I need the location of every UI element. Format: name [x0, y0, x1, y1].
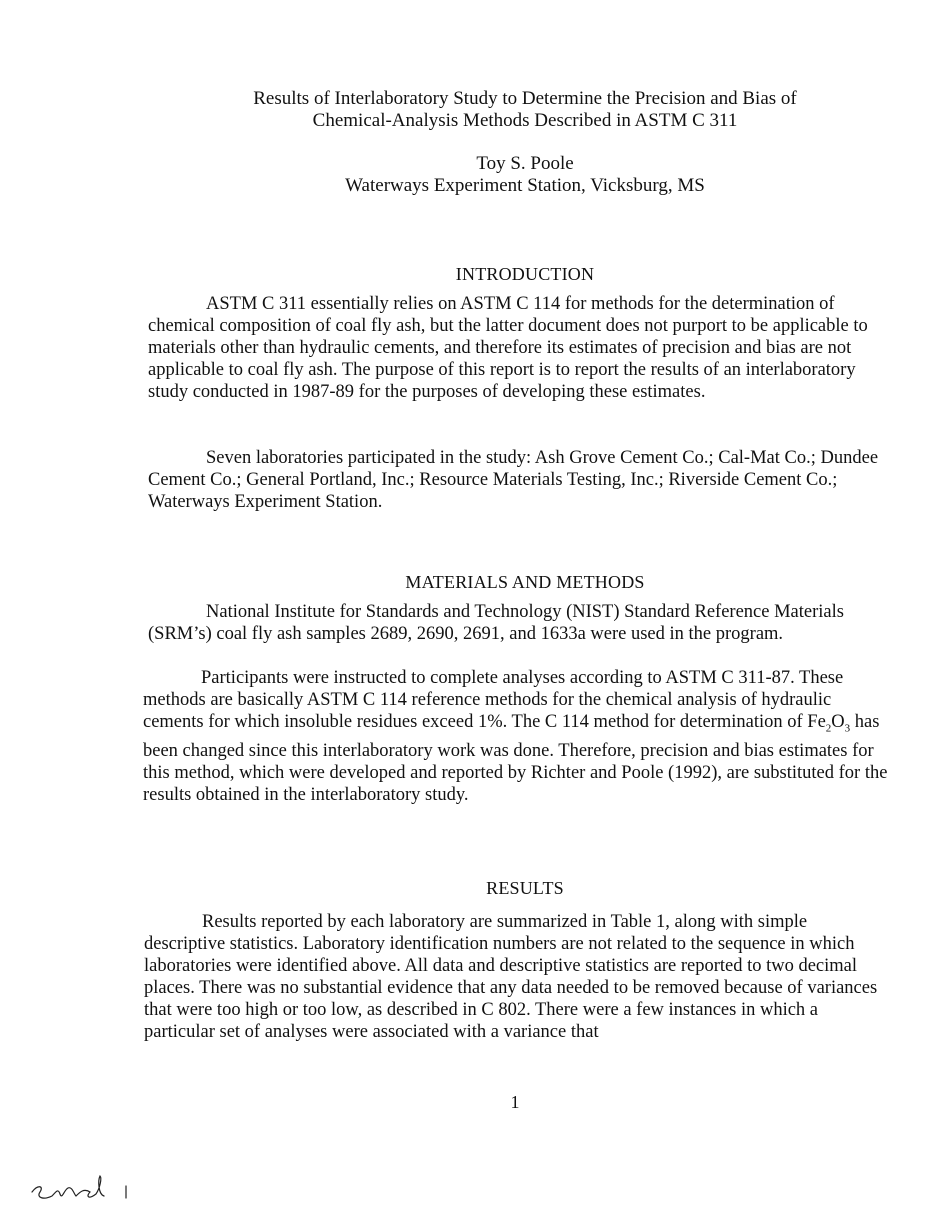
results-paragraph-1-text: Results reported by each laboratory are summarized in Table 1, along with simple descriptive statistics. Laboratory identification numbers are not related to the sequence in which laboratories were identified above. All data and descriptive statistics are reported to two decimal places. There was no substantial evidence that any data needed to be removed because of variances that were too high or too low, as described in C 802. There were a few instances in which a particular set of analyses were associated with a variance that	[144, 912, 878, 1042]
title-line-2: Chemical-Analysis Methods Described in ASTM C 311	[312, 110, 738, 131]
introduction-heading: INTRODUCTION	[455, 264, 595, 284]
results-paragraph-1	[144, 911, 889, 1043]
materials-paragraph-2-text-b: O	[831, 712, 845, 732]
results-heading: RESULTS	[486, 878, 564, 898]
subscript-2: 2	[825, 722, 832, 735]
introduction-paragraph-2	[148, 447, 893, 513]
materials-paragraph-2-text-c: has been changed since this interlaboratory work was done. Therefore, precision and bias estimates for this method, which were developed and reported by Richter and Poole (1992), are substituted for the results obtained in the interlaboratory study.	[143, 712, 888, 805]
materials-heading: MATERIALS AND METHODS	[405, 572, 645, 592]
title-line-1: Results of Interlaboratory Study to Determine the Precision and Bias of	[253, 88, 797, 109]
materials-paragraph-1-text: National Institute for Standards and Technology (NIST) Standard Reference Materials (SRM’s) coal fly ash samples 2689, 2690, 2691, and 1633a were used in the program.	[148, 602, 844, 644]
materials-paragraph-2	[143, 667, 888, 806]
handwritten-note	[28, 1170, 148, 1210]
materials-paragraph-2-text-a: Participants were instructed to complete analyses according to ASTM C 311-87. These methods are basically ASTM C 114 reference methods for the chemical analysis of hydraulic cements for which insoluble residues exceed 1%. The C 114 method for determination of Fe	[143, 668, 844, 732]
page-number: 1	[510, 1092, 520, 1112]
author-block	[0, 153, 950, 197]
materials-paragraph-1	[148, 601, 893, 645]
introduction-paragraph-2-text: Seven laboratories participated in the study: Ash Grove Cement Co.; Cal-Mat Co.; Dundee Cement Co.; General Portland, Inc.; Resource Materials Testing, Inc.; Riverside Cement Co.; Waterways Experiment Station.	[148, 448, 879, 512]
introduction-paragraph-1	[148, 293, 893, 403]
author-name: Toy S. Poole	[476, 153, 574, 174]
subscript-3: 3	[844, 722, 851, 735]
author-affiliation: Waterways Experiment Station, Vicksburg, MS	[345, 175, 705, 196]
handwriting-icon	[28, 1170, 148, 1210]
introduction-paragraph-1-text: ASTM C 311 essentially relies on ASTM C 114 for methods for the determination of chemical composition of coal fly ash, but the latter document does not purport to be applicable to materials other than hydraulic cements, and therefore its estimates of precision and bias are not applicable to coal fly ash. The purpose of this report is to report the results of an interlaboratory study conducted in 1987-89 for the purposes of developing these estimates.	[148, 294, 868, 402]
document-title	[0, 88, 950, 132]
